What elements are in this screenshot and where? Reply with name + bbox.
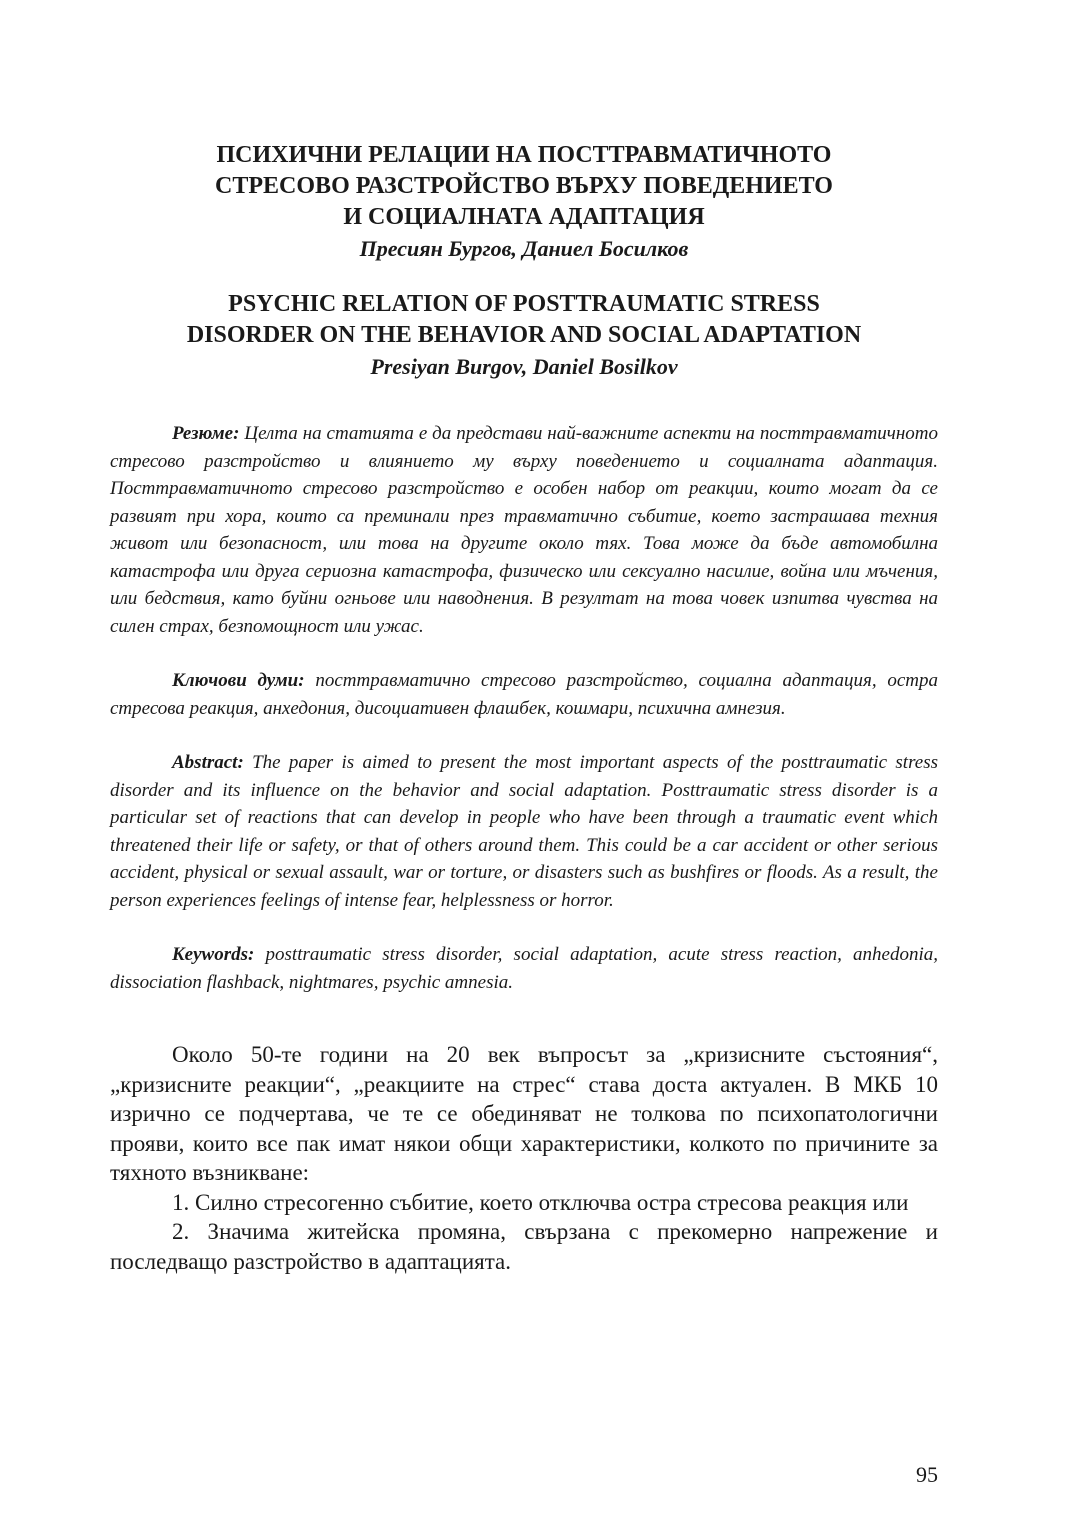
body-list-item: 2. Значима житейска промяна, свързана с прекомерно напрежение и последващо разстройство в адаптацията. xyxy=(110,1219,938,1274)
keywords-en-label: Keywords: xyxy=(172,944,255,965)
article-page xyxy=(110,140,938,1276)
abstract-section xyxy=(110,420,938,996)
resume-paragraph xyxy=(110,420,938,640)
english-title-line: PSYCHIC RELATION OF POSTTRAUMATIC STRESS xyxy=(228,291,820,317)
keywords-bg-text: посттравматично стресово разстройство, социална адаптация, остра стресова реакция, анхедония, дисоциативен флашбек, кошмари, психична амнезия. xyxy=(110,670,938,719)
keywords-en-paragraph xyxy=(110,941,938,996)
bulgarian-title-block xyxy=(110,140,938,264)
body-list-item: 1. Силно стресогенно събитие, което отключва остра стресова реакция или xyxy=(172,1189,909,1215)
bulgarian-title-line: И СОЦИАЛНАТА АДАПТАЦИЯ xyxy=(343,204,705,230)
keywords-en-text: posttraumatic stress disorder, social adaptation, acute stress reaction, anhedonia, dissociation flashback, nightmares, psychic amnesia. xyxy=(110,944,938,993)
bulgarian-authors: Пресиян Бургов, Даниел Босилков xyxy=(359,236,689,261)
resume-label: Резюме: xyxy=(172,423,240,444)
body-paragraph: Около 50-те години на 20 век въпросът за „кризисните състояния“, „кризисните реакции“, „реакциите на стрес“ става доста актуален. В МКБ 10 изрично се подчертава, че те се обединяват не толкова по психопатологични прояви, които все пак имат някои общи характеристики, колкото по причините за тяхното възникване: xyxy=(110,1042,938,1185)
body-text xyxy=(110,1040,938,1276)
keywords-bg-paragraph xyxy=(110,667,938,722)
abstract-paragraph xyxy=(110,749,938,914)
bulgarian-title-line: СТРЕСОВО РАЗСТРОЙСТВО ВЪРХУ ПОВЕДЕНИЕТО xyxy=(215,173,833,199)
bulgarian-title-line: ПСИХИЧНИ РЕЛАЦИИ НА ПОСТТРАВМАТИЧНОТО xyxy=(216,142,832,168)
abstract-label: Abstract: xyxy=(172,752,244,773)
english-authors: Presiyan Burgov, Daniel Bosilkov xyxy=(370,354,678,379)
english-title-line: DISORDER ON THE BEHAVIOR AND SOCIAL ADAPTATION xyxy=(186,322,862,348)
english-title-block xyxy=(110,289,938,382)
english-title xyxy=(110,289,938,351)
bulgarian-title xyxy=(110,140,938,233)
page-number: 95 xyxy=(916,1462,938,1487)
keywords-bg-label: Ключови думи: xyxy=(172,670,305,691)
abstract-text: The paper is aimed to present the most important aspects of the posttraumatic stress disorder and its influence on the behavior and social adaptation. Posttraumatic stress disorder is a particular set of reactions that can develop in people who have been through a traumatic event which threatened their life or safety, or that of others around them. This could be a car accident or other serious accident, physical or sexual assault, war or torture, or disasters such as bushfires or floods. As a result, the person experiences feelings of intense fear, helplessness or horror. xyxy=(110,752,938,911)
resume-text: Целта на статията е да представи най-важните аспекти на посттравматичното стресово разстройство и влиянието му върху поведението и социалната адаптация. Посттравматичното стресово разстройство е особен набор от реакции, които могат да се развият при хора, които са преминали през травматично събитие, което застрашава техния живот или безопасност, или това на другите около тях. Това може да бъде автомобилна катастрофа или друга сериозна катастрофа, физическо или сексуално насилие, война или мъчения, или бедствия, като буйни огньове или наводнения. В резултат на това човек изпитва чувства на силен страх, безпомощност или ужас. xyxy=(110,423,938,637)
